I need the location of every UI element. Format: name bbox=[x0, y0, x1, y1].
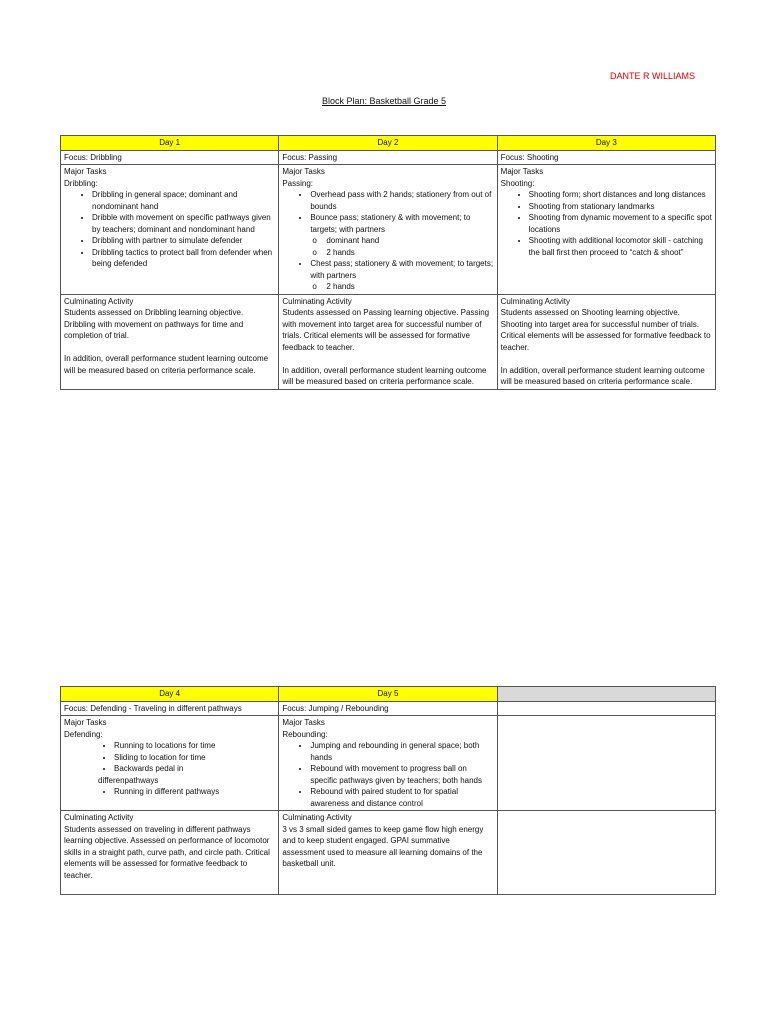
empty-cell bbox=[497, 716, 715, 811]
day-5-major-tasks bbox=[279, 716, 497, 811]
skill-label: Passing: bbox=[282, 178, 314, 188]
major-tasks-heading: Major Tasks bbox=[282, 718, 325, 727]
major-tasks-row bbox=[61, 716, 716, 811]
task-list bbox=[282, 258, 493, 281]
focus-row bbox=[61, 150, 716, 165]
list-item: • Bounce pass; stationery & with movement; to targets; with partners bbox=[310, 212, 493, 235]
sub-list-item: o 2 hands bbox=[312, 247, 493, 259]
day-header-row bbox=[61, 136, 716, 151]
culminating-text: 3 vs 3 small sided games to keep game flow high energy and to keep student engaged. GPAI summative assessment used to measure all learning domains of the basketball unit. bbox=[282, 824, 484, 868]
list-item: • Shooting form; short distances and long distances bbox=[529, 189, 712, 201]
list-item: • Dribble with movement on specific pathways given by teachers; dominant and nondominant hand bbox=[92, 212, 275, 235]
empty-cell bbox=[497, 811, 715, 895]
list-item: • Shooting from dynamic movement to a specific spot locations bbox=[529, 212, 712, 235]
skill-label: Shooting: bbox=[500, 178, 535, 188]
list-item: • Rebound with paired student to for spatial awareness and distance control bbox=[310, 786, 493, 809]
day-5-header: Day 5 bbox=[279, 687, 497, 702]
list-item: • Overhead pass with 2 hands; stationery from out of bounds bbox=[310, 189, 493, 212]
major-tasks-heading: Major Tasks bbox=[282, 167, 325, 176]
list-item: • Rebound with movement to progress ball on specific pathways given by teachers; both hands bbox=[310, 763, 493, 786]
task-list bbox=[282, 740, 493, 809]
list-item: • Dribbling with partner to simulate defender bbox=[92, 235, 275, 247]
culminating-heading: Culminating Activity bbox=[64, 296, 134, 306]
day-1-focus: Focus: Dribbling bbox=[61, 150, 279, 165]
day-4-focus: Focus: Defending - Traveling in different pathways bbox=[61, 701, 279, 716]
task-list bbox=[64, 189, 275, 270]
task-list bbox=[282, 189, 493, 235]
list-item: • Running to locations for time bbox=[114, 740, 275, 752]
culminating-text: Students assessed on Passing learning objective. Passing with movement into target area for successful number of trials. Critical elements will be assessed for formative feedback to teacher. bbox=[282, 308, 490, 352]
list-item: • Shooting with additional locomotor skill - catching the ball first then proceed to “catch & shoot” bbox=[529, 235, 712, 258]
list-item: • Shooting from stationary landmarks bbox=[529, 201, 712, 213]
sub-list bbox=[282, 281, 493, 293]
culminating-row bbox=[61, 294, 716, 389]
culminating-text: In addition, overall performance student learning outcome will be measured based on criteria performance scale. bbox=[64, 354, 269, 375]
culminating-heading: Culminating Activity bbox=[282, 296, 352, 306]
block-plan-table-days-4-5 bbox=[60, 686, 716, 895]
day-4-major-tasks bbox=[61, 716, 279, 811]
culminating-text: In addition, overall performance student learning outcome will be measured based on criteria performance scale. bbox=[282, 365, 487, 386]
major-tasks-heading: Major Tasks bbox=[64, 718, 107, 727]
day-header-row bbox=[61, 687, 716, 702]
document-title: Block Plan: Basketball Grade 5 bbox=[321, 96, 447, 106]
day-3-major-tasks bbox=[497, 165, 715, 295]
skill-label: Defending: bbox=[64, 729, 103, 739]
major-tasks-heading: Major Tasks bbox=[64, 167, 107, 176]
list-item: • Dribbling tactics to protect ball from defender when being defended bbox=[92, 247, 275, 270]
culminating-text: Students assessed on traveling in different pathways learning objective. Assessed on performance of locomotor skills in a straight path, curve path, and circle path. Critical elements will be assessed for formative feedback to teacher. bbox=[64, 824, 270, 880]
task-continuation: differenpathways bbox=[98, 775, 159, 785]
sub-list-item: o 2 hands bbox=[312, 281, 493, 293]
block-plan-table-days-1-3 bbox=[60, 135, 716, 390]
day-4-header: Day 4 bbox=[61, 687, 279, 702]
list-item: • Sliding to location for time bbox=[114, 752, 275, 764]
day-2-culminating bbox=[279, 294, 497, 389]
day-2-header: Day 2 bbox=[279, 136, 497, 151]
day-1-major-tasks bbox=[61, 165, 279, 295]
task-list bbox=[64, 786, 275, 798]
culminating-heading: Culminating Activity bbox=[282, 813, 352, 822]
author-name: DANTE R WILLIAMS bbox=[610, 71, 696, 81]
list-item: • Dribbling in general space; dominant and nondominant hand bbox=[92, 189, 275, 212]
culminating-text: In addition, overall performance student learning outcome will be measured based on criteria performance scale. bbox=[500, 365, 705, 386]
day-3-header: Day 3 bbox=[497, 136, 715, 151]
day-1-header: Day 1 bbox=[61, 136, 279, 151]
empty-cell bbox=[497, 701, 715, 716]
list-item: • Running in different pathways bbox=[114, 786, 275, 798]
day-3-focus: Focus: Shooting bbox=[497, 150, 715, 165]
empty-header-cell bbox=[497, 687, 715, 702]
culminating-heading: Culminating Activity bbox=[500, 296, 571, 306]
list-item: • Backwards pedal in bbox=[114, 763, 275, 775]
day-2-focus: Focus: Passing bbox=[279, 150, 497, 165]
major-tasks-row bbox=[61, 165, 716, 295]
day-5-culminating bbox=[279, 811, 497, 895]
culminating-row bbox=[61, 811, 716, 895]
culminating-text: Students assessed on Shooting learning objective. Shooting into target area for successful number of trials. Critical elements will be assessed for formative feedback to teacher. bbox=[500, 308, 711, 352]
day-1-culminating bbox=[61, 294, 279, 389]
task-list bbox=[501, 189, 712, 258]
day-5-focus: Focus: Jumping / Rebounding bbox=[279, 701, 497, 716]
task-list bbox=[64, 740, 275, 775]
skill-label: Dribbling: bbox=[64, 178, 98, 188]
sub-list-item: o dominant hand bbox=[312, 235, 493, 247]
skill-label: Rebounding: bbox=[282, 729, 328, 739]
day-4-culminating bbox=[61, 811, 279, 895]
list-item: • Jumping and rebounding in general space; both hands bbox=[310, 740, 493, 763]
list-item: • Chest pass; stationery & with movement; to targets; with partners bbox=[310, 258, 493, 281]
culminating-heading: Culminating Activity bbox=[64, 813, 134, 822]
day-2-major-tasks bbox=[279, 165, 497, 295]
focus-row bbox=[61, 701, 716, 716]
day-3-culminating bbox=[497, 294, 715, 389]
sub-list bbox=[282, 235, 493, 258]
culminating-text: Students assessed on Dribbling learning objective. Dribbling with movement on pathways for time and completion of trial. bbox=[64, 308, 244, 340]
major-tasks-heading: Major Tasks bbox=[500, 167, 544, 176]
